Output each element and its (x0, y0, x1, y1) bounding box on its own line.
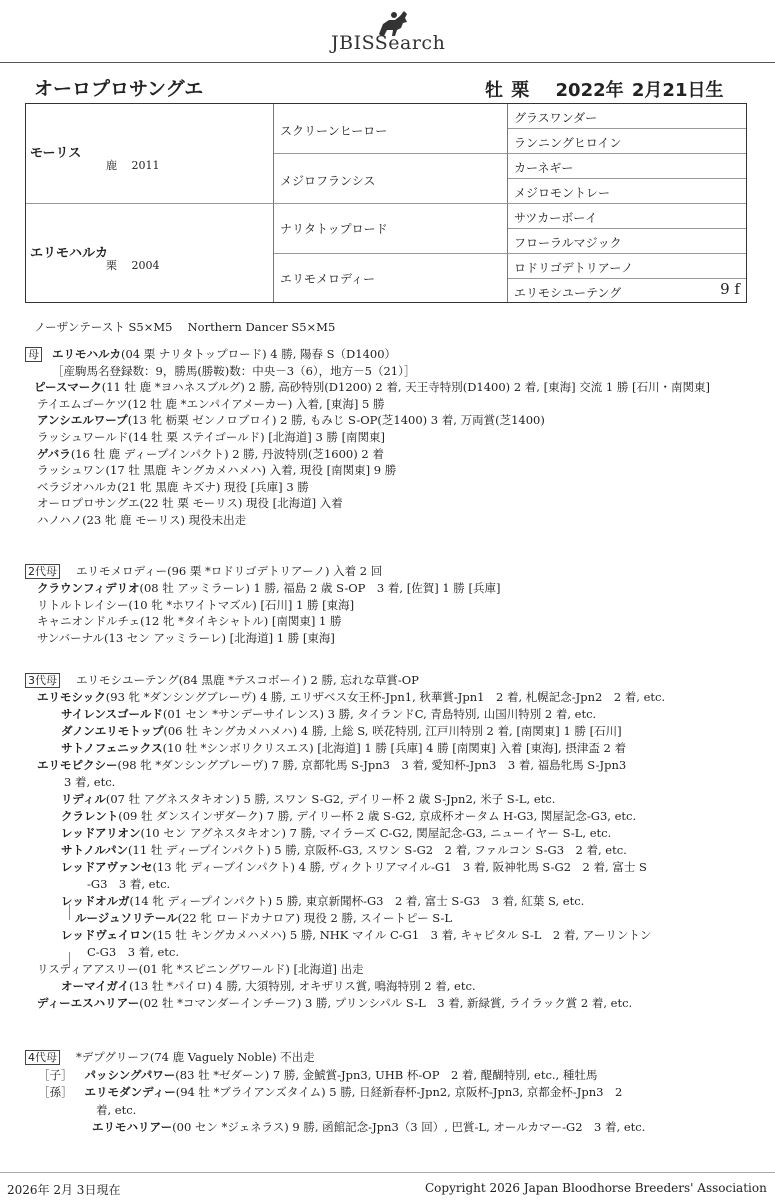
pedigree-dam-cell (26, 204, 274, 302)
offspring-line (37, 462, 396, 478)
record-text: (10 牡 *シンボリクリスエス) [北海道] 1 勝 [兵庫] 4 勝 [南関東] 入着 [東海], 摂津盃 2 着 (162, 741, 626, 755)
record-text: テイエムゴーケツ(12 牡 鹿 *エンパイアメーカー) 入着, [東海] 5 勝 (37, 396, 385, 411)
offspring-line (37, 446, 384, 462)
pedigree-g3-name[interactable]: サツカーボーイ (514, 211, 598, 225)
pedigree-sire-cell (26, 104, 274, 204)
record-text: (98 牝 *ダンシングブレーヴ) 7 勝, 京都牝馬 S-Jpn3 3 着, 愛知杯-Jpn3 3 着, 福島牝馬 S-Jpn3 (117, 758, 627, 772)
dam-color-year: 栗 2004 (106, 259, 160, 272)
as-of-date: 2026年 2月 3日現在 (7, 1183, 121, 1197)
pedigree-g3-name[interactable]: ロドリゴデトリアーノ (514, 261, 634, 275)
pedigree-g2-cell (274, 204, 508, 254)
ancestor-line (25, 563, 382, 579)
offspring-line (37, 995, 632, 1011)
record-text: *デプグリーフ(74 鹿 Vaguely Noble) 不出走 (76, 1050, 315, 1064)
record-text: 3 着, etc. (64, 775, 116, 789)
pedigree-g3-name[interactable]: ランニングヒロイン (514, 136, 622, 150)
horse-link[interactable]: レッドアヴァンセ (61, 860, 153, 874)
offspring-line (37, 580, 500, 596)
pedigree-g3-name[interactable]: エリモシユーテング (514, 286, 622, 300)
offspring-line (34, 379, 710, 395)
horse-link[interactable]: リディル (61, 792, 106, 806)
record-text: (14 牝 ディープインパクト) 5 勝, 東京新聞杯-G3 2 着, 富士 S-G3 3 着, 紅葉 S, etc. (129, 894, 585, 908)
generation-tag: 母 (25, 347, 42, 362)
ancestor-line (25, 1049, 315, 1065)
horse-info: 牡 栗 2022年 2月21日生 (485, 80, 724, 101)
record-text: エリモシユーテング(84 黒鹿 *テスコボーイ) 2 勝, 忘れな草賞-OP (76, 673, 419, 687)
sire-name[interactable]: モーリス (30, 146, 82, 161)
record-text: ラッシュワン(17 牡 黒鹿 キングカメハメハ) 入着, 現役 [南関東] 9 勝 (37, 463, 397, 478)
pedigree-g2-name[interactable]: エリモメロディー (280, 272, 376, 286)
ancestor-line (25, 346, 396, 362)
record-text: リトルトレイシー(10 牝 *ホワイトマズル) [石川] 1 勝 [東海] (37, 597, 355, 612)
offspring-line (61, 978, 476, 994)
offspring-line (61, 706, 596, 722)
offspring-line (37, 689, 665, 705)
record-text: 着, etc. (96, 1102, 137, 1117)
record-text: (11 牡 鹿 *ヨハネスブルグ) 2 勝, 高砂特別(D1200) 2 着, 天王寺特別(D1400) 2 着, [東海] 交流 1 勝 [石川・南関東] (101, 380, 710, 395)
pedigree-table (25, 103, 747, 303)
record-text: (22 牝 ロードカナロア) 現役 2 勝, スイートピー S-L (177, 911, 453, 925)
offspring-line (61, 842, 627, 858)
pedigree-g3-cell (508, 279, 746, 302)
horse-link[interactable]: ルージュソリテール (75, 911, 178, 925)
horse-link[interactable]: ダノンエリモトップ (61, 724, 164, 738)
pedigree-g3-cell (508, 179, 746, 204)
offspring-line (52, 363, 415, 379)
record-text: (16 牡 鹿 ディープインパクト) 2 勝, 丹波特別(芝1600) 2 着 (70, 446, 384, 461)
offspring-line (92, 1119, 645, 1135)
record-text: (06 牡 キングカメハメハ) 4 勝, 上総 S, 咲花特別, 江戸川特別 2 着, [南関東] 1 勝 [石川] (163, 724, 622, 738)
jbis-logo[interactable] (331, 8, 461, 54)
pedigree-g3-cell (508, 254, 746, 279)
horse-link[interactable]: クラウンフィデリオ (37, 580, 140, 595)
offspring-line (61, 740, 626, 756)
pedigree-g2-name[interactable]: ナリタトップロード (280, 222, 388, 236)
offspring-line (96, 1102, 136, 1118)
record-text: (09 牡 ダンスインザダーク) 7 勝, デイリー杯 2 歳 S-G2, 京成杯オータム H-G3, 関屋記念-G3, etc. (118, 809, 637, 823)
record-text: (13 牡 *パイロ) 4 勝, 大須特別, オキザリス賞, 鳴海特別 2 着, etc. (129, 979, 476, 993)
pedigree-g2-cell (274, 254, 508, 302)
record-text: (13 牝 ディープインパクト) 4 勝, ヴィクトリアマイル-G1 3 着, 阪神牝馬 S-G2 2 着, 富士 S (152, 860, 647, 874)
offspring-line (87, 944, 179, 960)
record-text: (83 牡 *ゼダーン) 7 勝, 金鯱賞-Jpn3, UHB 杯-OP 2 着, 醍醐特別, etc., 種牡馬 (175, 1067, 598, 1082)
generation-tag: 3代母 (25, 673, 60, 688)
offspring-line (61, 791, 555, 807)
offspring-line (37, 630, 335, 646)
record-text: リスティアアスリー(01 牝 *スピニングワールド) [北海道] 出走 (37, 962, 364, 976)
offspring-line (37, 961, 364, 977)
logo-text: JBISSearch (331, 32, 446, 54)
offspring-line (64, 774, 115, 790)
offspring-line (38, 1067, 597, 1083)
pedigree-g3-cell (508, 229, 746, 254)
horse-link[interactable]: ピースマーク (34, 380, 102, 395)
horse-link[interactable]: レッドオルガ (61, 894, 130, 908)
pedigree-g3-name[interactable]: メジロモントレー (514, 186, 611, 200)
horse-link[interactable]: パッシングパワー (84, 1067, 176, 1082)
offspring-line (61, 927, 651, 943)
horse-link[interactable]: エリモシック (37, 690, 106, 704)
horse-link[interactable]: レッドヴェイロン (61, 928, 153, 942)
record-text: (15 牡 キングカメハメハ) 5 勝, NHK マイル C-G1 3 着, キャピタル S-L 2 着, アーリントン (152, 928, 652, 942)
horse-link[interactable]: ゲバラ (37, 446, 71, 461)
horse-link[interactable]: オーマイガイ (61, 979, 130, 993)
ancestor-line (25, 672, 419, 688)
offspring-line (61, 723, 622, 739)
record-text: ラッシュワールド(14 牡 栗 ステイゴールド) [北海道] 3 勝 [南関東] (37, 430, 386, 444)
record-text: (08 牡 アッミラーレ) 1 勝, 福島 2 歳 S-OP 3 着, [佐賀] 1 勝 [兵庫] (139, 580, 501, 595)
horse-link[interactable]: エリモダンディー (84, 1085, 176, 1100)
record-text: (02 牡 *コマンダーインチーフ) 3 勝, プリンシパル S-L 3 着, 新緑賞, ライラック賞 2 着, etc. (139, 996, 633, 1010)
record-text: C-G3 3 着, etc. (87, 945, 179, 959)
relation-label: ［孫］ (38, 1085, 73, 1100)
record-text: (07 牡 アグネスタキオン) 5 勝, スワン S-G2, デイリー杯 2 歳 S-Jpn2, 米子 S-L, etc. (105, 792, 556, 806)
horse-link[interactable]: サトノフェニックス (61, 741, 163, 755)
record-text: (11 牡 ディープインパクト) 5 勝, 京阪杯-G3, スワン S-G2 2 着, ファルコン S-G3 2 着, etc. (128, 843, 627, 857)
pedigree-g3-name[interactable]: グラスワンダー (514, 111, 598, 125)
footer-divider (0, 1172, 775, 1173)
relation-label: ［子］ (38, 1067, 73, 1082)
offspring-line (37, 597, 354, 613)
inbreeding-note: ノーザンテースト S5×M5 Northern Dancer S5×M5 (34, 320, 336, 334)
pedigree-g2-cell (274, 104, 508, 154)
offspring-line (37, 495, 343, 511)
offspring-line (61, 808, 636, 824)
record-text: -G3 3 着, etc. (87, 877, 171, 891)
record-text: ［産駒馬名登録数：9，勝馬(勝鞍)数：中央－3（6），地方－5（21）］ (52, 363, 416, 378)
tree-guide-line (69, 904, 70, 920)
pedigree-g2-name[interactable]: スクリーンヒーロー (280, 124, 388, 138)
offspring-line (37, 757, 626, 773)
pedigree-g3-cell (508, 204, 746, 229)
generation-tag: 2代母 (25, 564, 60, 579)
offspring-line (61, 859, 647, 875)
record-text: (13 牝 栃栗 ゼンノロブロイ) 2 勝, もみじ S-OP(芝1400) 3 着, 万両賞(芝1400) (127, 413, 545, 428)
record-text: (94 牡 *ブライアンズタイム) 5 勝, 日経新春杯-Jpn2, 京阪杯-Jpn3, 京都金杯-Jpn3 2 (175, 1085, 623, 1100)
dam-name[interactable]: エリモハルカ (30, 246, 109, 261)
record-text: サンバーナル(13 セン アッミラーレ) [北海道] 1 勝 [東海] (37, 631, 335, 646)
horse-link[interactable]: アンシエルワープ (37, 413, 128, 428)
sire-color-year: 鹿 2011 (106, 159, 160, 172)
horse-link[interactable]: サトノルパン (61, 843, 129, 857)
offspring-line (61, 893, 584, 909)
record-text: (04 栗 ナリタトップロード) 4 勝, 陽春 S（D1400） (121, 347, 397, 361)
offspring-line (75, 910, 452, 926)
record-text: (93 牝 *ダンシングブレーヴ) 4 勝, エリザベス女王杯-Jpn1, 秋華賞-Jpn1 2 着, 札幌記念-Jpn2 2 着, etc. (105, 690, 666, 704)
record-text: オーロプロサングエ(22 牡 栗 モーリス) 現役 [北海道] 入着 (37, 496, 343, 511)
pedigree-g3-cell (508, 129, 746, 154)
offspring-line (37, 512, 246, 528)
horse-link[interactable]: ディーエスハリアー (37, 996, 140, 1010)
header-divider (0, 62, 775, 63)
record-text: (10 セン アグネスタキオン) 7 勝, マイラーズ C-G2, 関屋記念-G3, ニューイヤー S-L, etc. (140, 826, 612, 840)
horse-link[interactable]: レッドアリオン (61, 826, 141, 840)
pedigree-g3-name[interactable]: カーネギー (514, 161, 574, 175)
offspring-line (37, 396, 384, 412)
offspring-line (87, 876, 170, 892)
record-text: ハノハノ(23 牝 鹿 モーリス) 現役未出走 (37, 513, 247, 527)
pedigree-g3-cell (508, 154, 746, 179)
pedigree-g2-cell (274, 154, 508, 204)
pedigree-g3-cell (508, 104, 746, 129)
pedigree-g2-name[interactable]: メジロフランシス (280, 174, 376, 188)
horse-link[interactable]: エリモハルカ (52, 347, 121, 361)
pedigree-g3-name[interactable]: フローラルマジック (514, 236, 622, 250)
offspring-line (37, 412, 545, 428)
tree-guide-line (69, 952, 70, 968)
generation-tag: 4代母 (25, 1050, 60, 1065)
offspring-line (37, 429, 385, 445)
record-text: エリモメロディー(96 栗 *ロドリゴデトリアーノ) 入着 2 回 (76, 564, 383, 578)
horse-link[interactable]: エリモピクシー (37, 758, 118, 772)
record-text: キャニオンドルチェ(12 牝 *タイキシャトル) [南関東] 1 勝 (37, 614, 342, 629)
record-text: ベラジオハルカ(21 牝 黒鹿 キズナ) 現役 [兵庫] 3 勝 (37, 479, 309, 494)
offspring-line (61, 825, 611, 841)
record-text: (00 セン *ジェネラス) 9 勝, 函館記念-Jpn3（3 回）, 巴賞-L, オールカマー-G2 3 着, etc. (172, 1120, 646, 1135)
record-text: (01 セン *サンデーサイレンス) 3 勝, タイランドC, 青島特別, 山国川特別 2 着, etc. (162, 707, 597, 721)
offspring-line (37, 479, 309, 495)
family-number: 9 f (720, 280, 740, 298)
horse-name: オーロプロサングエ (34, 78, 204, 100)
offspring-line (38, 1084, 622, 1100)
horse-link[interactable]: エリモハリアー (92, 1120, 173, 1135)
copyright: Copyright 2026 Japan Bloodhorse Breeders' Association (425, 1181, 767, 1195)
horse-link[interactable]: サイレンスゴールド (61, 707, 163, 721)
horse-link[interactable]: クラレント (61, 809, 119, 823)
offspring-line (37, 613, 342, 629)
